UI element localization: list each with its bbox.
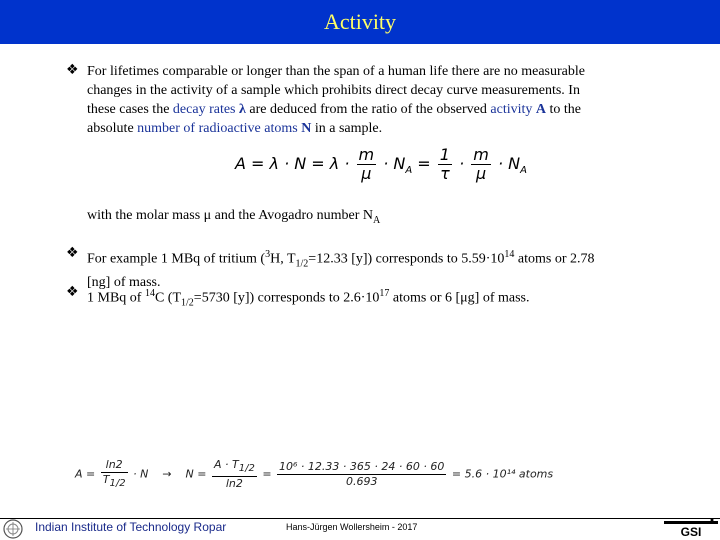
bullet-icon: ❖ [66,284,79,300]
atoms-calculation-equation: A = $\frac{\ln 2}{T_{1/2}}$ · N → N = $\frac{A \cdot T_{1/2}}{\ln 2}$ = $\frac{\text{10⁶ · 12.33 · 365 · 24 · 60 · 60}}{0.693}$ = 5.6 · 10¹⁴ atoms [75,458,554,491]
institute-logo-icon [2,518,24,540]
paragraph-lifetimes: For lifetimes comparable or longer than the span of a human life there are no measurable changes in the activity of a sample which prohibits direct decay curve measurements. In these cases the decay rates λ are deduced from the ratio of the observed activity A to the absolute number of radioactive atoms N in a sample. [87,64,585,136]
molar-mass-line: with the molar mass μ and the Avogadro number $N_A$ [87,208,381,226]
bullet-icon: ❖ [66,245,79,261]
bullet-icon: ❖ [66,62,79,78]
page-title: Activity [323,9,397,34]
author-credit: Hans-Jürgen Wollersheim - 2017 [286,522,418,532]
activity-equation: A = λ · N = λ · $\frac{m}{\mu}$ · $N_A$ = $\frac{1}{\tau}$ · $\frac{m}{\mu}$ · $N_A$ [235,145,527,183]
institution-name: Indian Institute of Technology Ropar [35,520,227,534]
footer-divider [0,518,720,519]
gsi-logo-icon [664,518,718,538]
paragraph-tritium: For example 1 MBq of tritium ($^3$H, $T_{1/2}=12.33$ [y]) corresponds to $5.59\cdot 10^{14}$ atoms or 2.78 [ng] of mass. [87,249,595,291]
paragraph-carbon14: 1 MBq of $^{14}$C ($T_{1/2}=5730$ [y]) corresponds to $2.6\cdot 10^{17}$ atoms or 6 [μg] of mass. [87,288,530,309]
svg-text:GSI: GSI [680,525,702,538]
